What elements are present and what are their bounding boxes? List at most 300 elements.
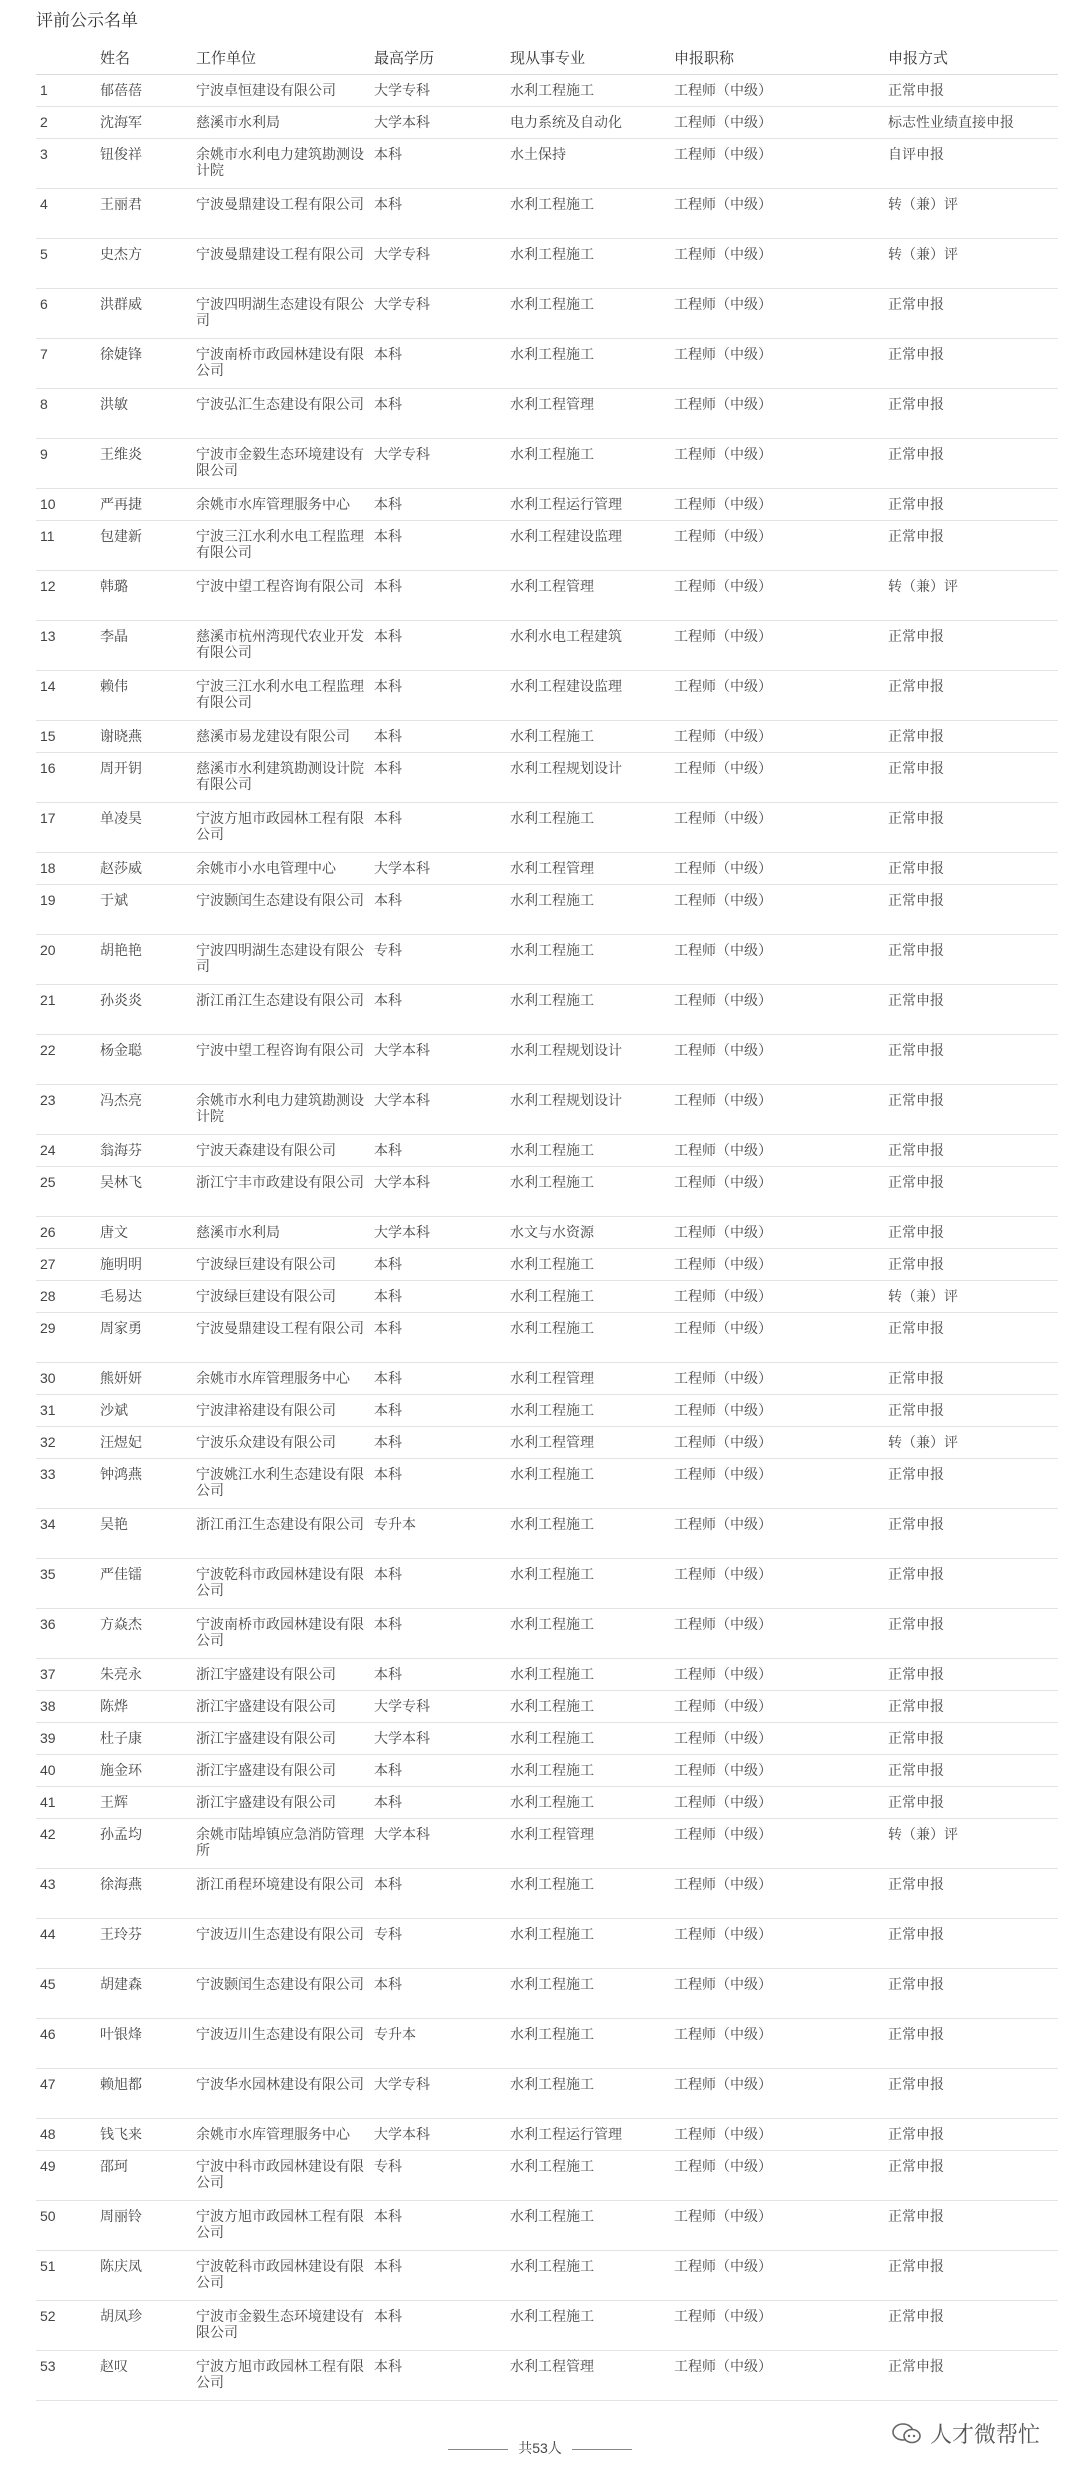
cell-index: 2 bbox=[36, 107, 96, 139]
divider-left bbox=[448, 2449, 508, 2450]
cell-index: 10 bbox=[36, 489, 96, 521]
cell-specialty: 水利工程施工 bbox=[506, 1869, 670, 1919]
cell-education: 专科 bbox=[370, 1919, 506, 1969]
cell-name: 徐海燕 bbox=[96, 1869, 192, 1919]
cell-education: 本科 bbox=[370, 2301, 506, 2351]
cell-education: 大学本科 bbox=[370, 1167, 506, 1217]
cell-education: 本科 bbox=[370, 1869, 506, 1919]
cell-name: 毛易达 bbox=[96, 1281, 192, 1313]
cell-title: 工程师（中级） bbox=[670, 2201, 884, 2251]
cell-title: 工程师（中级） bbox=[670, 1395, 884, 1427]
cell-index: 32 bbox=[36, 1427, 96, 1459]
table-row bbox=[36, 1167, 1058, 1217]
cell-employer: 余姚市小水电管理中心 bbox=[192, 853, 370, 885]
table-row bbox=[36, 2019, 1058, 2069]
cell-method: 正常申报 bbox=[884, 2119, 1058, 2151]
table-row bbox=[36, 671, 1058, 721]
cell-employer: 浙江宇盛建设有限公司 bbox=[192, 1723, 370, 1755]
cell-title: 工程师（中级） bbox=[670, 1427, 884, 1459]
cell-employer: 余姚市水库管理服务中心 bbox=[192, 2119, 370, 2151]
cell-method: 正常申报 bbox=[884, 75, 1058, 107]
cell-title: 工程师（中级） bbox=[670, 1559, 884, 1609]
table-row bbox=[36, 389, 1058, 439]
cell-method: 正常申报 bbox=[884, 935, 1058, 985]
cell-employer: 宁波南桥市政园林建设有限公司 bbox=[192, 339, 370, 389]
cell-name: 周丽铃 bbox=[96, 2201, 192, 2251]
cell-employer: 余姚市水利电力建筑勘测设计院 bbox=[192, 139, 370, 189]
cell-employer: 宁波曼鼎建设工程有限公司 bbox=[192, 239, 370, 289]
cell-specialty: 水利水电工程建筑 bbox=[506, 621, 670, 671]
cell-education: 专科 bbox=[370, 935, 506, 985]
cell-education: 大学本科 bbox=[370, 1085, 506, 1135]
cell-title: 工程师（中级） bbox=[670, 2069, 884, 2119]
cell-index: 25 bbox=[36, 1167, 96, 1217]
cell-specialty: 水利工程施工 bbox=[506, 1395, 670, 1427]
cell-index: 27 bbox=[36, 1249, 96, 1281]
cell-title: 工程师（中级） bbox=[670, 803, 884, 853]
cell-title: 工程师（中级） bbox=[670, 389, 884, 439]
cell-title: 工程师（中级） bbox=[670, 239, 884, 289]
table-row bbox=[36, 1723, 1058, 1755]
cell-index: 30 bbox=[36, 1363, 96, 1395]
cell-name: 郁蓓蓓 bbox=[96, 75, 192, 107]
cell-employer: 余姚市水库管理服务中心 bbox=[192, 489, 370, 521]
cell-specialty: 水利工程施工 bbox=[506, 2301, 670, 2351]
cell-method: 正常申报 bbox=[884, 885, 1058, 935]
cell-index: 50 bbox=[36, 2201, 96, 2251]
watermark-text: 人才微帮忙 bbox=[929, 2422, 1040, 2447]
cell-method: 正常申报 bbox=[884, 2201, 1058, 2251]
table-row bbox=[36, 2119, 1058, 2151]
cell-name: 吴艳 bbox=[96, 1509, 192, 1559]
cell-name: 胡凤珍 bbox=[96, 2301, 192, 2351]
cell-method: 正常申报 bbox=[884, 671, 1058, 721]
cell-specialty: 水利工程施工 bbox=[506, 1167, 670, 1217]
cell-education: 本科 bbox=[370, 1755, 506, 1787]
cell-education: 本科 bbox=[370, 1427, 506, 1459]
cell-title: 工程师（中级） bbox=[670, 1869, 884, 1919]
cell-employer: 宁波四明湖生态建设有限公司 bbox=[192, 935, 370, 985]
cell-education: 大学本科 bbox=[370, 1035, 506, 1085]
cell-title: 工程师（中级） bbox=[670, 1085, 884, 1135]
column-header-specialty: 现从事专业 bbox=[506, 40, 670, 75]
cell-method: 转（兼）评 bbox=[884, 1281, 1058, 1313]
cell-index: 24 bbox=[36, 1135, 96, 1167]
cell-method: 正常申报 bbox=[884, 1395, 1058, 1427]
cell-specialty: 水利工程建设监理 bbox=[506, 671, 670, 721]
cell-name: 钮俊祥 bbox=[96, 139, 192, 189]
cell-name: 杨金聪 bbox=[96, 1035, 192, 1085]
cell-specialty: 水利工程施工 bbox=[506, 885, 670, 935]
cell-index: 9 bbox=[36, 439, 96, 489]
table-row bbox=[36, 1249, 1058, 1281]
cell-method: 正常申报 bbox=[884, 521, 1058, 571]
cell-education: 专升本 bbox=[370, 2019, 506, 2069]
cell-specialty: 水利工程施工 bbox=[506, 1787, 670, 1819]
cell-index: 3 bbox=[36, 139, 96, 189]
table-row bbox=[36, 803, 1058, 853]
cell-name: 周家勇 bbox=[96, 1313, 192, 1363]
cell-specialty: 水利工程施工 bbox=[506, 289, 670, 339]
cell-employer: 宁波颢闰生态建设有限公司 bbox=[192, 1969, 370, 2019]
cell-method: 正常申报 bbox=[884, 289, 1058, 339]
cell-specialty: 水利工程管理 bbox=[506, 571, 670, 621]
table-row bbox=[36, 1281, 1058, 1313]
table-row bbox=[36, 2251, 1058, 2301]
cell-employer: 浙江宇盛建设有限公司 bbox=[192, 1659, 370, 1691]
cell-name: 单凌昊 bbox=[96, 803, 192, 853]
table-row bbox=[36, 1313, 1058, 1363]
cell-education: 本科 bbox=[370, 1363, 506, 1395]
cell-employer: 宁波四明湖生态建设有限公司 bbox=[192, 289, 370, 339]
cell-index: 21 bbox=[36, 985, 96, 1035]
cell-name: 严再捷 bbox=[96, 489, 192, 521]
cell-employer: 宁波曼鼎建设工程有限公司 bbox=[192, 189, 370, 239]
cell-employer: 宁波市金毅生态环境建设有限公司 bbox=[192, 439, 370, 489]
table-row bbox=[36, 289, 1058, 339]
cell-name: 吴林飞 bbox=[96, 1167, 192, 1217]
table-row bbox=[36, 753, 1058, 803]
table-row bbox=[36, 1819, 1058, 1869]
cell-specialty: 水利工程规划设计 bbox=[506, 753, 670, 803]
cell-method: 正常申报 bbox=[884, 753, 1058, 803]
cell-method: 正常申报 bbox=[884, 2019, 1058, 2069]
cell-name: 赖伟 bbox=[96, 671, 192, 721]
cell-employer: 宁波迈川生态建设有限公司 bbox=[192, 2019, 370, 2069]
cell-specialty: 水利工程运行管理 bbox=[506, 2119, 670, 2151]
cell-index: 37 bbox=[36, 1659, 96, 1691]
cell-specialty: 水利工程运行管理 bbox=[506, 489, 670, 521]
cell-method: 正常申报 bbox=[884, 1787, 1058, 1819]
table-row bbox=[36, 1919, 1058, 1969]
cell-employer: 浙江甬江生态建设有限公司 bbox=[192, 985, 370, 1035]
cell-name: 赵莎威 bbox=[96, 853, 192, 885]
cell-title: 工程师（中级） bbox=[670, 935, 884, 985]
cell-specialty: 水利工程规划设计 bbox=[506, 1035, 670, 1085]
cell-name: 赵叹 bbox=[96, 2351, 192, 2401]
cell-employer: 宁波三江水利水电工程监理有限公司 bbox=[192, 521, 370, 571]
cell-index: 1 bbox=[36, 75, 96, 107]
cell-specialty: 水利工程管理 bbox=[506, 1819, 670, 1869]
table-row bbox=[36, 1559, 1058, 1609]
cell-title: 工程师（中级） bbox=[670, 1313, 884, 1363]
cell-method: 正常申报 bbox=[884, 2251, 1058, 2301]
cell-employer: 宁波市金毅生态环境建设有限公司 bbox=[192, 2301, 370, 2351]
table-row bbox=[36, 189, 1058, 239]
cell-employer: 宁波姚江水利生态建设有限公司 bbox=[192, 1459, 370, 1509]
table-row bbox=[36, 571, 1058, 621]
cell-index: 45 bbox=[36, 1969, 96, 2019]
cell-title: 工程师（中级） bbox=[670, 853, 884, 885]
cell-employer: 浙江甬江生态建设有限公司 bbox=[192, 1509, 370, 1559]
cell-specialty: 水利工程规划设计 bbox=[506, 1085, 670, 1135]
cell-specialty: 水土保持 bbox=[506, 139, 670, 189]
cell-title: 工程师（中级） bbox=[670, 2351, 884, 2401]
cell-employer: 宁波南桥市政园林建设有限公司 bbox=[192, 1609, 370, 1659]
table-row bbox=[36, 439, 1058, 489]
cell-title: 工程师（中级） bbox=[670, 1691, 884, 1723]
cell-index: 38 bbox=[36, 1691, 96, 1723]
cell-employer: 宁波乐众建设有限公司 bbox=[192, 1427, 370, 1459]
cell-method: 自评申报 bbox=[884, 139, 1058, 189]
cell-name: 陈庆凤 bbox=[96, 2251, 192, 2301]
cell-education: 本科 bbox=[370, 571, 506, 621]
cell-index: 6 bbox=[36, 289, 96, 339]
cell-name: 于斌 bbox=[96, 885, 192, 935]
cell-index: 44 bbox=[36, 1919, 96, 1969]
table-row bbox=[36, 239, 1058, 289]
cell-specialty: 水利工程管理 bbox=[506, 853, 670, 885]
cell-education: 大学本科 bbox=[370, 2119, 506, 2151]
cell-method: 正常申报 bbox=[884, 439, 1058, 489]
cell-specialty: 水利工程施工 bbox=[506, 1135, 670, 1167]
cell-index: 5 bbox=[36, 239, 96, 289]
cell-title: 工程师（中级） bbox=[670, 1035, 884, 1085]
table-row bbox=[36, 1395, 1058, 1427]
table-row bbox=[36, 1755, 1058, 1787]
cell-employer: 余姚市水库管理服务中心 bbox=[192, 1363, 370, 1395]
table-row bbox=[36, 1691, 1058, 1723]
cell-employer: 慈溪市水利局 bbox=[192, 1217, 370, 1249]
cell-specialty: 水利工程施工 bbox=[506, 1509, 670, 1559]
cell-education: 大学专科 bbox=[370, 289, 506, 339]
cell-specialty: 水利工程施工 bbox=[506, 439, 670, 489]
cell-title: 工程师（中级） bbox=[670, 985, 884, 1035]
cell-name: 王维炎 bbox=[96, 439, 192, 489]
cell-name: 钱飞来 bbox=[96, 2119, 192, 2151]
cell-title: 工程师（中级） bbox=[670, 1167, 884, 1217]
cell-name: 洪群威 bbox=[96, 289, 192, 339]
cell-specialty: 水利工程施工 bbox=[506, 803, 670, 853]
cell-method: 正常申报 bbox=[884, 389, 1058, 439]
cell-title: 工程师（中级） bbox=[670, 1723, 884, 1755]
cell-method: 转（兼）评 bbox=[884, 239, 1058, 289]
cell-employer: 慈溪市杭州湾现代农业开发有限公司 bbox=[192, 621, 370, 671]
table-row bbox=[36, 521, 1058, 571]
cell-name: 方焱杰 bbox=[96, 1609, 192, 1659]
table-row bbox=[36, 1459, 1058, 1509]
cell-title: 工程师（中级） bbox=[670, 289, 884, 339]
cell-specialty: 水利工程施工 bbox=[506, 935, 670, 985]
cell-index: 48 bbox=[36, 2119, 96, 2151]
cell-name: 杜子康 bbox=[96, 1723, 192, 1755]
cell-index: 7 bbox=[36, 339, 96, 389]
cell-title: 工程师（中级） bbox=[670, 1919, 884, 1969]
cell-title: 工程师（中级） bbox=[670, 439, 884, 489]
cell-education: 本科 bbox=[370, 1559, 506, 1609]
cell-name: 史杰方 bbox=[96, 239, 192, 289]
column-header-title: 申报职称 bbox=[670, 40, 884, 75]
cell-employer: 宁波迈川生态建设有限公司 bbox=[192, 1919, 370, 1969]
cell-method: 正常申报 bbox=[884, 1167, 1058, 1217]
table-row bbox=[36, 1869, 1058, 1919]
cell-title: 工程师（中级） bbox=[670, 671, 884, 721]
cell-employer: 慈溪市水利局 bbox=[192, 107, 370, 139]
cell-specialty: 水利工程施工 bbox=[506, 1723, 670, 1755]
divider-right bbox=[572, 2449, 632, 2450]
cell-employer: 余姚市水利电力建筑勘测设计院 bbox=[192, 1085, 370, 1135]
cell-index: 40 bbox=[36, 1755, 96, 1787]
table-row bbox=[36, 1363, 1058, 1395]
cell-employer: 宁波乾科市政园林建设有限公司 bbox=[192, 2251, 370, 2301]
table-row bbox=[36, 2351, 1058, 2401]
table-row bbox=[36, 1659, 1058, 1691]
cell-education: 大学本科 bbox=[370, 853, 506, 885]
cell-method: 正常申报 bbox=[884, 2351, 1058, 2401]
cell-name: 王丽君 bbox=[96, 189, 192, 239]
cell-specialty: 水利工程管理 bbox=[506, 2351, 670, 2401]
cell-name: 孙孟均 bbox=[96, 1819, 192, 1869]
cell-education: 本科 bbox=[370, 2201, 506, 2251]
cell-education: 本科 bbox=[370, 885, 506, 935]
cell-index: 20 bbox=[36, 935, 96, 985]
cell-name: 包建新 bbox=[96, 521, 192, 571]
cell-method: 正常申报 bbox=[884, 489, 1058, 521]
cell-specialty: 水利工程施工 bbox=[506, 2201, 670, 2251]
cell-title: 工程师（中级） bbox=[670, 107, 884, 139]
cell-name: 冯杰亮 bbox=[96, 1085, 192, 1135]
cell-name: 钟鸿燕 bbox=[96, 1459, 192, 1509]
cell-title: 工程师（中级） bbox=[670, 1969, 884, 2019]
table-row bbox=[36, 1787, 1058, 1819]
cell-specialty: 水利工程施工 bbox=[506, 1969, 670, 2019]
cell-method: 正常申报 bbox=[884, 1969, 1058, 2019]
cell-method: 正常申报 bbox=[884, 1135, 1058, 1167]
cell-education: 大学本科 bbox=[370, 1723, 506, 1755]
cell-specialty: 水利工程施工 bbox=[506, 189, 670, 239]
cell-method: 正常申报 bbox=[884, 1509, 1058, 1559]
cell-method: 正常申报 bbox=[884, 1723, 1058, 1755]
table-row bbox=[36, 1427, 1058, 1459]
cell-title: 工程师（中级） bbox=[670, 1249, 884, 1281]
cell-title: 工程师（中级） bbox=[670, 1509, 884, 1559]
cell-name: 唐文 bbox=[96, 1217, 192, 1249]
table-row bbox=[36, 107, 1058, 139]
cell-index: 53 bbox=[36, 2351, 96, 2401]
cell-employer: 浙江甬程环境建设有限公司 bbox=[192, 1869, 370, 1919]
cell-specialty: 水利工程施工 bbox=[506, 1659, 670, 1691]
cell-education: 本科 bbox=[370, 985, 506, 1035]
cell-method: 正常申报 bbox=[884, 1363, 1058, 1395]
cell-index: 51 bbox=[36, 2251, 96, 2301]
cell-name: 赖旭都 bbox=[96, 2069, 192, 2119]
cell-specialty: 水利工程施工 bbox=[506, 339, 670, 389]
table-header-row bbox=[36, 40, 1058, 75]
cell-name: 邵珂 bbox=[96, 2151, 192, 2201]
cell-title: 工程师（中级） bbox=[670, 2119, 884, 2151]
table-row bbox=[36, 1135, 1058, 1167]
cell-title: 工程师（中级） bbox=[670, 1609, 884, 1659]
cell-education: 大学专科 bbox=[370, 75, 506, 107]
cell-education: 本科 bbox=[370, 521, 506, 571]
table-row bbox=[36, 1217, 1058, 1249]
cell-title: 工程师（中级） bbox=[670, 2151, 884, 2201]
cell-name: 朱亮永 bbox=[96, 1659, 192, 1691]
cell-education: 本科 bbox=[370, 139, 506, 189]
total-count: 共53人 bbox=[518, 2440, 562, 2456]
cell-specialty: 水利工程施工 bbox=[506, 75, 670, 107]
cell-education: 大学专科 bbox=[370, 439, 506, 489]
cell-name: 徐婕锋 bbox=[96, 339, 192, 389]
cell-specialty: 水利工程施工 bbox=[506, 1919, 670, 1969]
cell-specialty: 电力系统及自动化 bbox=[506, 107, 670, 139]
cell-education: 本科 bbox=[370, 2251, 506, 2301]
cell-specialty: 水利工程管理 bbox=[506, 1363, 670, 1395]
cell-method: 标志性业绩直接申报 bbox=[884, 107, 1058, 139]
cell-specialty: 水利工程施工 bbox=[506, 2251, 670, 2301]
cell-title: 工程师（中级） bbox=[670, 753, 884, 803]
cell-employer: 宁波三江水利水电工程监理有限公司 bbox=[192, 671, 370, 721]
cell-method: 正常申报 bbox=[884, 803, 1058, 853]
cell-employer: 宁波方旭市政园林工程有限公司 bbox=[192, 2201, 370, 2251]
cell-name: 熊妍妍 bbox=[96, 1363, 192, 1395]
cell-education: 本科 bbox=[370, 671, 506, 721]
cell-employer: 余姚市陆埠镇应急消防管理所 bbox=[192, 1819, 370, 1869]
table-row bbox=[36, 935, 1058, 985]
table-row bbox=[36, 1509, 1058, 1559]
page-title: 评前公示名单 bbox=[36, 11, 138, 30]
cell-education: 本科 bbox=[370, 803, 506, 853]
cell-method: 正常申报 bbox=[884, 1755, 1058, 1787]
cell-education: 本科 bbox=[370, 1281, 506, 1313]
table-row bbox=[36, 1969, 1058, 2019]
cell-employer: 浙江宇盛建设有限公司 bbox=[192, 1787, 370, 1819]
cell-name: 胡建森 bbox=[96, 1969, 192, 2019]
cell-method: 转（兼）评 bbox=[884, 1819, 1058, 1869]
cell-index: 28 bbox=[36, 1281, 96, 1313]
cell-title: 工程师（中级） bbox=[670, 489, 884, 521]
cell-title: 工程师（中级） bbox=[670, 2019, 884, 2069]
cell-employer: 宁波卓恒建设有限公司 bbox=[192, 75, 370, 107]
cell-method: 正常申报 bbox=[884, 1249, 1058, 1281]
cell-employer: 宁波绿巨建设有限公司 bbox=[192, 1281, 370, 1313]
cell-index: 15 bbox=[36, 721, 96, 753]
cell-method: 正常申报 bbox=[884, 1085, 1058, 1135]
cell-education: 专升本 bbox=[370, 1509, 506, 1559]
cell-education: 本科 bbox=[370, 189, 506, 239]
table-row bbox=[36, 489, 1058, 521]
cell-name: 翁海芬 bbox=[96, 1135, 192, 1167]
column-header-education: 最高学历 bbox=[370, 40, 506, 75]
cell-name: 施金环 bbox=[96, 1755, 192, 1787]
cell-specialty: 水利工程施工 bbox=[506, 1459, 670, 1509]
cell-method: 正常申报 bbox=[884, 853, 1058, 885]
cell-method: 正常申报 bbox=[884, 1313, 1058, 1363]
cell-method: 正常申报 bbox=[884, 339, 1058, 389]
cell-name: 胡艳艳 bbox=[96, 935, 192, 985]
cell-employer: 宁波津裕建设有限公司 bbox=[192, 1395, 370, 1427]
cell-specialty: 水利工程管理 bbox=[506, 389, 670, 439]
table-row bbox=[36, 339, 1058, 389]
cell-education: 本科 bbox=[370, 1609, 506, 1659]
cell-title: 工程师（中级） bbox=[670, 1281, 884, 1313]
cell-title: 工程师（中级） bbox=[670, 1135, 884, 1167]
cell-name: 周开钥 bbox=[96, 753, 192, 803]
cell-education: 大学本科 bbox=[370, 107, 506, 139]
cell-method: 正常申报 bbox=[884, 2301, 1058, 2351]
cell-name: 王辉 bbox=[96, 1787, 192, 1819]
cell-employer: 宁波天森建设有限公司 bbox=[192, 1135, 370, 1167]
cell-name: 韩璐 bbox=[96, 571, 192, 621]
table-row bbox=[36, 75, 1058, 107]
cell-index: 14 bbox=[36, 671, 96, 721]
cell-index: 12 bbox=[36, 571, 96, 621]
cell-method: 正常申报 bbox=[884, 621, 1058, 671]
cell-index: 19 bbox=[36, 885, 96, 935]
cell-specialty: 水利工程管理 bbox=[506, 1427, 670, 1459]
cell-index: 41 bbox=[36, 1787, 96, 1819]
cell-specialty: 水利工程施工 bbox=[506, 2069, 670, 2119]
